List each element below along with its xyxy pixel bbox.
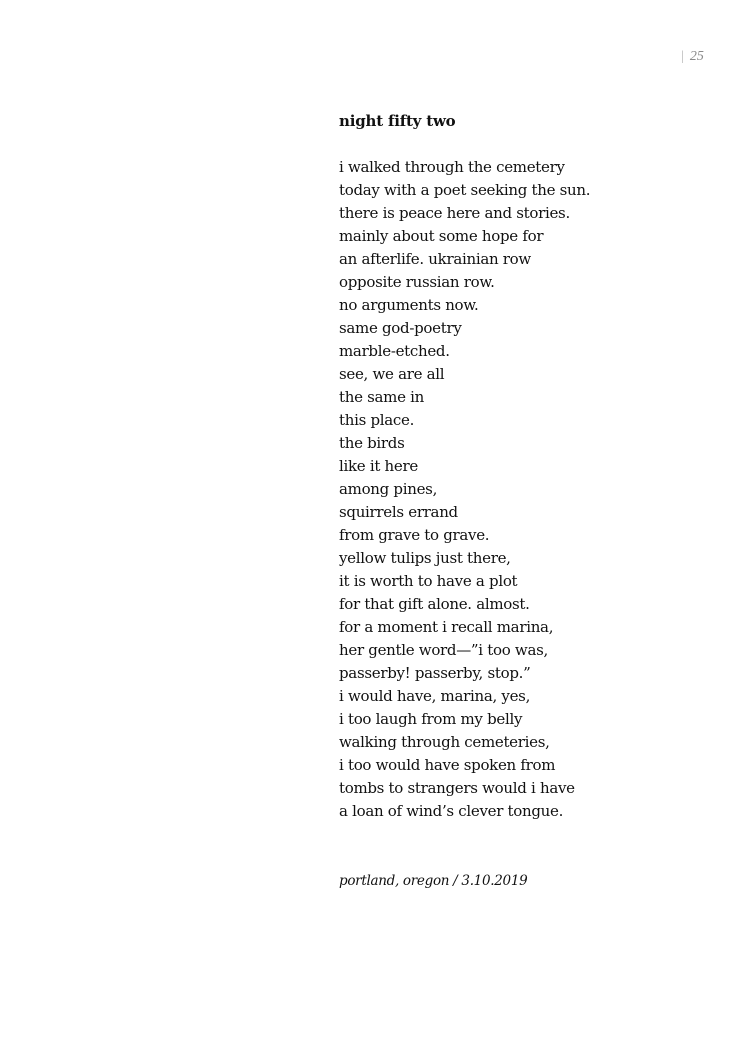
poem-line: there is peace here and stories. xyxy=(339,204,570,222)
poem-line: for that gift alone. almost. xyxy=(339,595,530,613)
poem-line: same god-poetry xyxy=(339,319,462,337)
poem-line: it is worth to have a plot xyxy=(339,572,518,590)
poem-signature: portland, oregon / 3.10.2019 xyxy=(339,873,528,889)
poem-title: night fifty two xyxy=(339,112,456,130)
poem-line: squirrels errand xyxy=(339,503,458,521)
poem-line: passerby! passerby, stop.” xyxy=(339,664,531,682)
poem-line: from grave to grave. xyxy=(339,526,490,544)
poem-line: tombs to strangers would i have xyxy=(339,779,575,797)
poem-line: the same in xyxy=(339,388,425,406)
poem-line: a loan of wind’s clever tongue. xyxy=(339,802,564,820)
poem-line: walking through cemeteries, xyxy=(339,733,550,751)
poem-line: see, we are all xyxy=(339,365,445,383)
poem-line: like it here xyxy=(339,457,418,475)
poem-line: this place. xyxy=(339,411,415,429)
page-number-value: 25 xyxy=(689,49,704,64)
poem-line: her gentle word—”i too was, xyxy=(339,641,548,659)
poem-line: for a moment i recall marina, xyxy=(339,618,554,636)
poem-line: i walked through the cemetery xyxy=(339,158,565,176)
page-number-separator: | xyxy=(681,49,684,64)
poem-line: mainly about some hope for xyxy=(339,227,544,245)
poem-line: i too laugh from my belly xyxy=(339,710,523,728)
poem-line: the birds xyxy=(339,434,405,452)
poem-line: i would have, marina, yes, xyxy=(339,687,531,705)
poem-line: opposite russian row. xyxy=(339,273,495,291)
poem-lines xyxy=(339,156,719,823)
poem-line: marble-etched. xyxy=(339,342,450,360)
poem-line: i too would have spoken from xyxy=(339,756,556,774)
poem-line: yellow tulips just there, xyxy=(339,549,511,567)
page-number xyxy=(681,49,704,65)
poem-line: among pines, xyxy=(339,480,438,498)
poem-line: no arguments now. xyxy=(339,296,479,314)
poem-line: today with a poet seeking the sun. xyxy=(339,181,591,199)
poem-line: an afterlife. ukrainian row xyxy=(339,250,531,268)
poem xyxy=(339,110,719,823)
